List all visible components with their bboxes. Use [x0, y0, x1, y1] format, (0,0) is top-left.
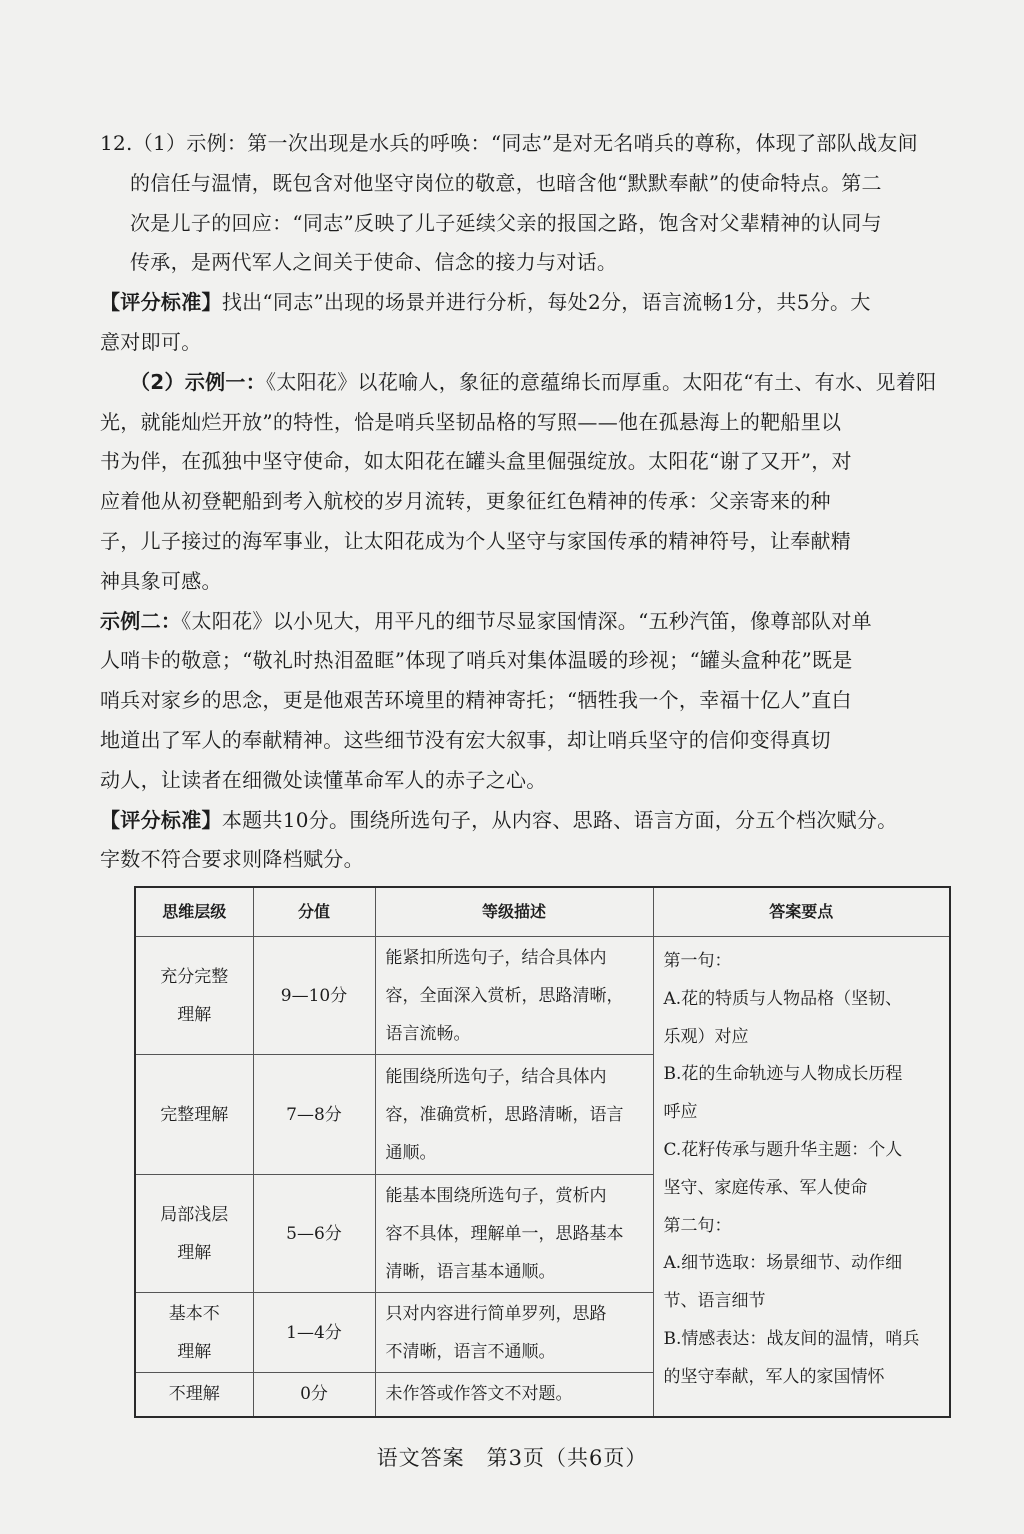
q12-part2-example1-cont — [100, 403, 960, 602]
key-point-line: C.花籽传承与题升华主题：个人 — [663, 1139, 903, 1160]
level-cell — [135, 1293, 253, 1373]
level-cell: 完整理解 — [135, 1055, 253, 1175]
key-point-line: 呼应 — [663, 1102, 698, 1123]
grading-criteria-1 — [100, 283, 960, 363]
desc-text: 能围绕所选句子，结合具体内 — [385, 1066, 607, 1087]
key-point-line: A.细节选取：场景细节、动作细 — [663, 1253, 903, 1274]
key-point-line: B.花的生命轨迹与人物成长历程 — [663, 1064, 903, 1085]
score-cell: 7—8分 — [253, 1055, 375, 1175]
example1-line: 应着他从初登靶船到考入航校的岁月流转，更象征红色精神的传承：父亲寄来的种 — [100, 489, 831, 514]
example2-line: 人哨卡的敬意；“敬礼时热泪盈眶”体现了哨兵对集体温暖的珍视；“罐头盒种花”既是 — [100, 648, 853, 673]
page-footer: 语文答案 第3页（共6页） — [376, 1446, 648, 1470]
example2-line: 动人，让读者在细微处读懂革命军人的赤子之心。 — [100, 767, 547, 792]
level-text: 局部浅层 — [160, 1204, 229, 1225]
level-text: 理解 — [177, 1341, 212, 1362]
grading-line: 本题共10分。围绕所选句子，从内容、思路、语言方面，分五个档次赋分。 — [221, 807, 898, 832]
key-point-line: 乐观）对应 — [663, 1026, 749, 1047]
level-cell: 不理解 — [135, 1373, 253, 1417]
key-points-cell — [653, 937, 950, 1417]
score-cell: 0分 — [253, 1373, 375, 1417]
desc-text: 语言流畅。 — [385, 1023, 471, 1044]
example1-line: 《太阳花》以花喻人，象征的意蕴绵长而厚重。太阳花“有土、有水、见着阳 — [266, 369, 937, 394]
example2-line: 哨兵对家乡的思念，更是他艰苦环境里的精神寄托；“牺牲我一个，幸福十亿人”直白 — [100, 688, 852, 713]
desc-text: 清晰，语言基本通顺。 — [385, 1261, 556, 1282]
header-key-points: 答案要点 — [653, 887, 950, 937]
header-level: 思维层级 — [135, 887, 253, 937]
grading-line: 意对即可。 — [100, 329, 202, 354]
score-cell: 9—10分 — [253, 937, 375, 1055]
level-text: 基本不 — [168, 1303, 220, 1324]
description-cell — [375, 1293, 653, 1373]
description-cell — [375, 937, 653, 1055]
score-cell: 5—6分 — [253, 1175, 375, 1293]
grading-label: 【评分标准】 — [100, 290, 222, 315]
key-point-line: B.情感表达：战友间的温情，哨兵 — [663, 1328, 920, 1349]
q12-part1-line: 次是儿子的回应：“同志”反映了儿子延续父亲的报国之路，饱含对父辈精神的认同与 — [130, 210, 882, 235]
grading-label: 【评分标准】 — [100, 807, 222, 832]
example1-line: 书为伴，在孤独中坚守使命，如太阳花在罐头盒里倔强绽放。太阳花“谢了又开”，对 — [100, 449, 852, 474]
desc-text: 能紧扣所选句子，结合具体内 — [385, 947, 607, 968]
table-header-row — [135, 887, 950, 937]
table-row — [135, 937, 950, 1055]
level-cell — [135, 1175, 253, 1293]
desc-text: 通顺。 — [385, 1142, 437, 1163]
key-point-line: 的坚守奉献，军人的家国情怀 — [663, 1366, 885, 1387]
key-point-line: 第二句： — [663, 1215, 732, 1236]
score-cell: 1—4分 — [253, 1293, 375, 1373]
level-text: 理解 — [177, 1004, 212, 1025]
example1-label: （2）示例一： — [130, 369, 267, 394]
description-cell — [375, 1175, 653, 1293]
q12-part1 — [100, 124, 960, 283]
desc-text: 容，准确赏析，思路清晰，语言 — [385, 1104, 624, 1125]
key-point-line: A.花的特质与人物品格（坚韧、 — [663, 988, 903, 1009]
q12-part2-example1 — [100, 363, 960, 403]
key-point-line: 节、语言细节 — [663, 1291, 766, 1312]
desc-text: 容不具体，理解单一，思路基本 — [385, 1223, 624, 1244]
desc-text: 不清晰，语言不通顺。 — [385, 1341, 556, 1362]
q12-part1-line: 12.（1）示例：第一次出现是水兵的呼唤：“同志”是对无名哨兵的尊称，体现了部队战友间 — [100, 131, 918, 155]
grading-criteria-2 — [100, 801, 960, 881]
example2-line: 地道出了军人的奉献精神。这些细节没有宏大叙事，却让哨兵坚守的信仰变得真切 — [100, 727, 831, 752]
desc-text: 能基本围绕所选句子，赏析内 — [385, 1185, 607, 1206]
desc-text: 容，全面深入赏析，思路清晰， — [385, 985, 624, 1006]
q12-part1-line: 的信任与温情，既包含对他坚守岗位的敬意，也暗含他“默默奉献”的使命特点。第二 — [130, 170, 882, 195]
example1-line: 神具象可感。 — [100, 568, 222, 593]
key-point-line: 第一句： — [663, 951, 732, 971]
level-cell — [135, 937, 253, 1055]
scoring-table — [134, 886, 951, 1418]
q12-part1-line: 传承，是两代军人之间关于使命、信念的接力与对话。 — [130, 250, 618, 275]
example2-line: 《太阳花》以小见大，用平凡的细节尽显家国情深。“五秒汽笛，像尊部队对单 — [181, 608, 872, 633]
header-score: 分值 — [253, 887, 375, 937]
header-description: 等级描述 — [375, 887, 653, 937]
level-text: 理解 — [177, 1242, 212, 1263]
key-point-line: 坚守、家庭传承、军人使命 — [663, 1177, 868, 1198]
example1-line: 子，儿子接过的海军事业，让太阳花成为个人坚守与家国传承的精神符号，让奉献精 — [100, 528, 852, 553]
q12-part2-example2 — [100, 602, 960, 801]
example1-line: 光，就能灿烂开放”的特性，恰是哨兵坚韧品格的写照——他在孤悬海上的靶船里以 — [100, 409, 842, 434]
description-cell: 未作答或作答文不对题。 — [375, 1373, 653, 1417]
grading-line: 字数不符合要求则降档赋分。 — [100, 847, 364, 872]
example2-label: 示例二： — [100, 608, 182, 633]
desc-text: 只对内容进行简单罗列，思路 — [385, 1303, 607, 1324]
grading-line: 找出“同志”出现的场景并进行分析，每处2分，语言流畅1分，共5分。大 — [221, 290, 871, 315]
answer-content — [100, 124, 960, 880]
level-text: 充分完整 — [160, 966, 229, 987]
description-cell — [375, 1055, 653, 1175]
